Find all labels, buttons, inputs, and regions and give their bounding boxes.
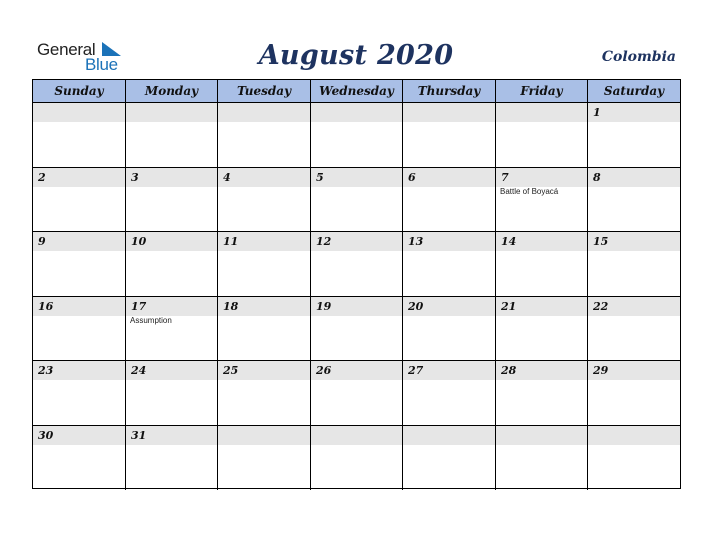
day-number-band [126,103,217,122]
weekday-header-saturday: Saturday [603,84,665,98]
weeks-container [33,103,680,490]
day-number-band [588,168,680,187]
day-cell [311,168,403,232]
day-number-band [33,297,125,316]
day-cell [403,297,496,361]
day-number: 16 [38,299,54,313]
day-cell [311,103,403,167]
weekday-header-sunday: Sunday [33,80,126,102]
day-number-band [496,361,587,380]
day-number-band [33,168,125,187]
day-number-band [218,103,310,122]
day-number-band [126,426,217,445]
day-cell [126,426,218,491]
weekday-header-thursday: Thursday [403,80,496,102]
day-cell [33,232,126,296]
day-number: 3 [131,170,139,184]
day-number: 14 [501,235,517,248]
weekday-header-row [33,80,680,103]
day-cell [588,297,680,361]
day-number-band [588,426,680,445]
calendar-grid [32,79,681,489]
day-number-band [126,361,217,380]
day-number-band [496,168,587,187]
day-cell [496,297,588,361]
day-number-band [403,426,495,445]
day-number: 10 [131,235,147,248]
day-number: 18 [223,299,239,313]
day-number-band [311,426,402,445]
day-number: 25 [223,364,239,377]
day-cell [311,361,403,425]
holiday-label: Battle of Boyacá [500,186,559,196]
day-cell [588,361,680,425]
day-number: 20 [408,299,424,313]
day-cell [218,297,311,361]
logo-word-blue: Blue [85,55,118,74]
day-number-band [311,168,402,187]
day-number-band [588,232,680,251]
day-number-band [403,297,495,316]
day-number-band [496,297,587,316]
day-number: 15 [593,235,609,248]
day-cell [33,168,126,232]
calendar-title: August 2020 [258,40,454,71]
day-number: 12 [316,235,332,248]
day-number-band [403,361,495,380]
day-number-band [496,232,587,251]
day-number: 24 [131,364,147,377]
day-cell [33,103,126,167]
week-row [33,297,680,362]
day-cell [33,361,126,425]
logo-word-general: General [37,40,96,59]
day-number-band [126,297,217,316]
day-cell [311,297,403,361]
country-label: Colombia [601,49,676,65]
day-cell [588,103,680,167]
day-number-band [588,361,680,380]
day-cell [33,426,126,491]
day-number: 26 [316,364,332,377]
day-number-band [33,103,125,122]
day-cell [126,168,218,232]
week-row [33,426,680,491]
day-number-band [403,232,495,251]
day-cell [218,103,311,167]
day-number: 4 [223,170,231,184]
day-cell [588,168,680,232]
day-number: 13 [408,235,424,248]
day-number: 31 [131,428,147,442]
weekday-header-monday: Monday [126,80,218,102]
day-number: 9 [38,235,46,248]
day-cell [403,426,496,491]
day-number-band [33,232,125,251]
weekday-header-wednesday: Wednesday [311,80,403,102]
day-number-band [218,232,310,251]
day-number-band [126,168,217,187]
day-number-band [311,297,402,316]
day-cell [403,103,496,167]
day-number: 6 [408,170,416,184]
day-number-band [218,168,310,187]
day-cell [496,103,588,167]
day-number: 27 [408,364,424,377]
day-cell [403,361,496,425]
day-cell [403,232,496,296]
day-number-band [311,361,402,380]
day-number-band [496,426,587,445]
week-row [33,361,680,426]
day-cell [496,232,588,296]
day-number: 2 [38,170,46,184]
day-cell [126,297,218,361]
day-number: 30 [38,428,54,442]
day-number: 21 [501,299,517,313]
day-cell [403,168,496,232]
day-number: 5 [316,170,324,184]
day-number-band [218,361,310,380]
day-number-band [311,103,402,122]
week-row [33,168,680,233]
day-cell [496,168,588,232]
day-cell [218,232,311,296]
day-number: 22 [593,299,609,313]
day-cell [218,361,311,425]
day-cell [126,232,218,296]
day-cell [33,297,126,361]
day-cell [496,426,588,491]
day-number: 28 [501,364,517,377]
week-row [33,232,680,297]
day-number: 8 [593,170,601,184]
day-number-band [33,361,125,380]
day-number-band [588,297,680,316]
day-cell [496,361,588,425]
day-number: 1 [593,106,601,119]
day-number: 19 [316,299,332,313]
day-cell [588,232,680,296]
day-cell [126,103,218,167]
day-number: 23 [38,364,54,377]
day-number-band [218,297,310,316]
day-number-band [33,426,125,445]
holiday-label: Assumption [130,315,172,325]
day-cell [311,232,403,296]
day-number: 7 [501,170,509,184]
day-number-band [588,103,680,122]
day-cell [126,361,218,425]
day-number-band [311,232,402,251]
day-cell [218,426,311,491]
day-number-band [496,103,587,122]
day-cell [218,168,311,232]
day-number-band [218,426,310,445]
day-number-band [403,103,495,122]
week-row [33,103,680,168]
weekday-header-tuesday: Tuesday [218,80,311,102]
day-number-band [403,168,495,187]
day-number-band [126,232,217,251]
day-number: 11 [223,235,239,248]
day-cell [588,426,680,491]
day-number: 17 [131,299,147,313]
day-cell [311,426,403,491]
day-number: 29 [593,364,609,377]
weekday-header-friday: Friday [496,80,588,102]
